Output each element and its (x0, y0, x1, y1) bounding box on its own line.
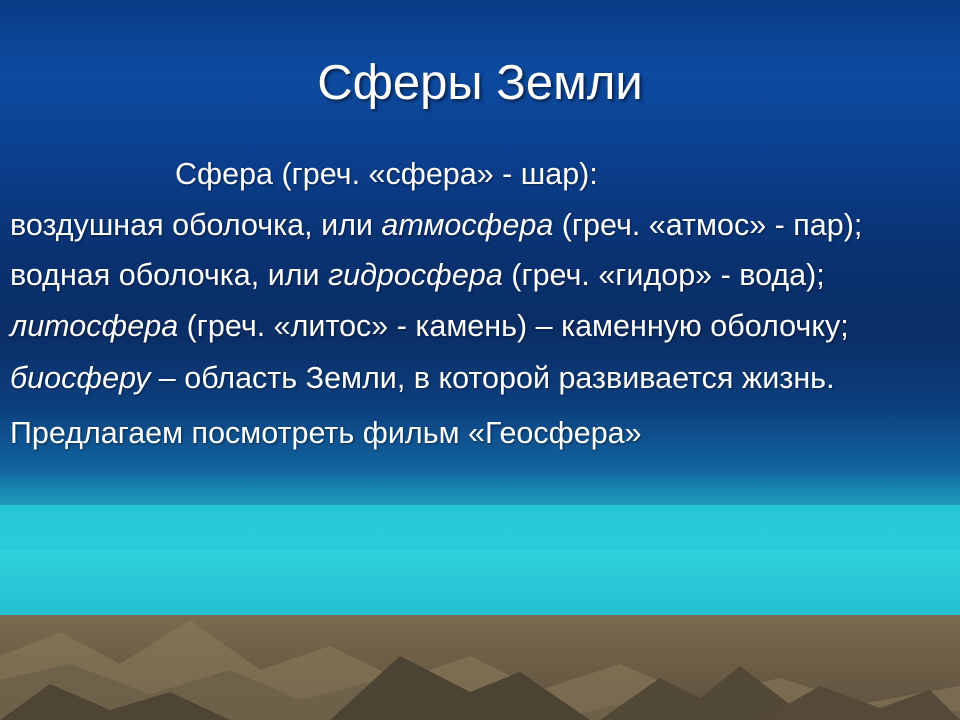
paragraph-hydrosphere (10, 256, 950, 295)
text-run: Предлагаем посмотреть фильм «Геосфера» (10, 415, 642, 450)
text-run: воздушная оболочка, или (10, 207, 382, 242)
text-run: (греч. «гидор» - вода); (502, 258, 825, 293)
term-biosphere: биосферу (10, 360, 151, 395)
paragraph-atmosphere (10, 206, 950, 245)
paragraph-biosphere (10, 359, 950, 398)
text-run: (греч. «атмос» - пар); (561, 207, 863, 242)
paragraph-lithosphere (10, 307, 950, 346)
text-run: (греч. «литос» - камень) – каменную оболочку; (178, 309, 849, 344)
term-atmosphere: атмосфера (381, 207, 562, 242)
text-run: Сфера (греч. «сфера» - шар): (175, 157, 598, 191)
slide-body (10, 155, 950, 464)
term-lithosphere: литосфера (10, 309, 179, 344)
page-title: Сферы Земли (317, 56, 643, 110)
text-run: – область Земли, в которой развивается жизнь. (150, 360, 835, 395)
text-run: водная оболочка, или (10, 258, 329, 293)
term-hydrosphere: гидросфера (328, 258, 503, 293)
paragraph-intro (10, 155, 950, 194)
paragraph-film-invite (10, 414, 950, 453)
